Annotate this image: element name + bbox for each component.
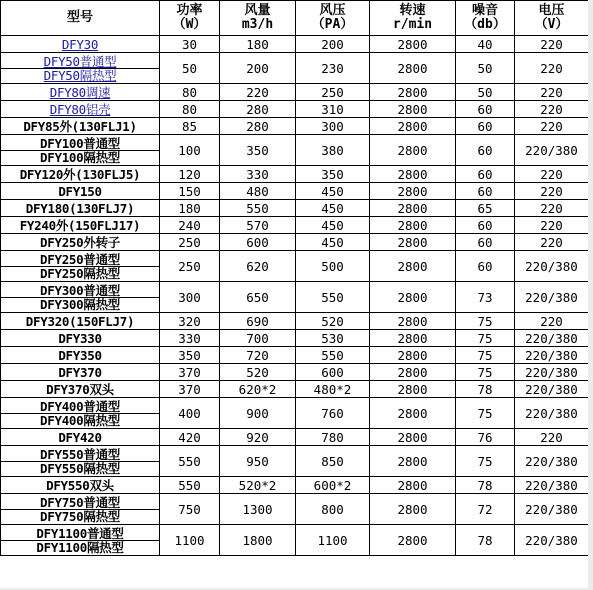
model-name: DFY320(150FLJ7) [25,313,135,329]
header-power: 功率 （W） [160,1,220,36]
table-row [1,101,589,118]
cell-speed: 2800 [370,282,456,313]
cell-voltage: 220 [515,101,589,118]
cell-model [1,217,160,234]
cell-noise: 78 [456,525,515,556]
table-row [1,251,589,282]
table-row [1,525,589,556]
table-row [1,183,589,200]
cell-power: 320 [160,313,220,330]
cell-model [1,53,160,84]
cell-pressure: 550 [296,347,370,364]
table-row [1,217,589,234]
cell-airflow: 650 [220,282,296,313]
model-name-variant: DFY750隔热型 [1,509,159,523]
cell-model [1,36,160,53]
model-name: DFY420 [58,429,102,445]
cell-noise: 73 [456,282,515,313]
cell-power: 80 [160,84,220,101]
cell-noise: 60 [456,118,515,135]
cell-power: 50 [160,53,220,84]
table-row [1,398,589,429]
model-name-variant: DFY550隔热型 [1,461,159,475]
cell-voltage: 220/380 [515,330,589,347]
model-name-variant: DFY1100隔热型 [1,540,159,554]
cell-airflow: 900 [220,398,296,429]
model-name: DFY350 [58,347,102,363]
model-name: DFY550普通型 [40,446,120,462]
cell-pressure: 380 [296,135,370,166]
cell-model [1,101,160,118]
cell-pressure: 310 [296,101,370,118]
cell-model [1,313,160,330]
cell-speed: 2800 [370,135,456,166]
cell-noise: 60 [456,251,515,282]
cell-speed: 2800 [370,200,456,217]
cell-pressure: 480*2 [296,381,370,398]
cell-airflow: 180 [220,36,296,53]
table-row [1,330,589,347]
cell-speed: 2800 [370,429,456,446]
cell-airflow: 620 [220,251,296,282]
model-name-variant: DFY300隔热型 [1,297,159,311]
cell-speed: 2800 [370,183,456,200]
cell-airflow: 280 [220,101,296,118]
table-row [1,36,589,53]
cell-noise: 75 [456,347,515,364]
cell-voltage: 220 [515,36,589,53]
cell-speed: 2800 [370,118,456,135]
cell-voltage: 220/380 [515,477,589,494]
model-name: DFY85外(130FLJ1) [23,118,137,134]
cell-voltage: 220/380 [515,282,589,313]
cell-voltage: 220 [515,166,589,183]
cell-noise: 60 [456,135,515,166]
cell-noise: 50 [456,84,515,101]
cell-voltage: 220 [515,118,589,135]
cell-model [1,398,160,429]
cell-speed: 2800 [370,494,456,525]
cell-pressure: 230 [296,53,370,84]
cell-voltage: 220/380 [515,525,589,556]
cell-voltage: 220 [515,53,589,84]
cell-pressure: 450 [296,200,370,217]
model-name: DFY550双头 [46,477,114,493]
cell-airflow: 550 [220,200,296,217]
cell-airflow: 350 [220,135,296,166]
window-edge [588,0,593,590]
table-row [1,200,589,217]
cell-airflow: 520*2 [220,477,296,494]
cell-voltage: 220 [515,183,589,200]
cell-power: 240 [160,217,220,234]
cell-power: 370 [160,364,220,381]
cell-pressure: 250 [296,84,370,101]
model-name: DFY100普通型 [40,135,120,151]
model-name: DFY250普通型 [40,251,120,267]
cell-speed: 2800 [370,313,456,330]
model-name: DFY80调速 [49,84,111,100]
header-row [1,1,589,36]
table-row [1,477,589,494]
cell-voltage: 220 [515,217,589,234]
cell-power: 180 [160,200,220,217]
cell-power: 250 [160,251,220,282]
cell-pressure: 450 [296,183,370,200]
cell-noise: 60 [456,217,515,234]
table-row [1,494,589,525]
model-name: DFY30 [61,36,99,52]
model-name: DFY400普通型 [40,398,120,414]
cell-pressure: 450 [296,234,370,251]
cell-power: 300 [160,282,220,313]
cell-speed: 2800 [370,525,456,556]
table-row [1,135,589,166]
model-name-variant: DFY250隔热型 [1,266,159,280]
cell-speed: 2800 [370,446,456,477]
cell-power: 400 [160,398,220,429]
model-name: DFY50普通型 [43,53,117,69]
cell-airflow: 200 [220,53,296,84]
cell-power: 100 [160,135,220,166]
cell-voltage: 220/380 [515,364,589,381]
header-speed: 转速 r/min [370,1,456,36]
model-name: DFY80铝壳 [49,101,111,117]
cell-power: 550 [160,446,220,477]
cell-voltage: 220 [515,200,589,217]
cell-noise: 60 [456,183,515,200]
cell-model [1,347,160,364]
cell-voltage: 220/380 [515,251,589,282]
cell-model [1,118,160,135]
cell-noise: 60 [456,234,515,251]
cell-speed: 2800 [370,101,456,118]
cell-model [1,166,160,183]
cell-voltage: 220/380 [515,446,589,477]
cell-model [1,183,160,200]
model-name: DFY370 [58,364,102,380]
cell-pressure: 300 [296,118,370,135]
cell-pressure: 600*2 [296,477,370,494]
cell-airflow: 1300 [220,494,296,525]
table-body [1,36,589,556]
cell-pressure: 200 [296,36,370,53]
cell-speed: 2800 [370,36,456,53]
cell-noise: 76 [456,429,515,446]
cell-airflow: 570 [220,217,296,234]
cell-noise: 72 [456,494,515,525]
cell-speed: 2800 [370,381,456,398]
cell-pressure: 500 [296,251,370,282]
table-row [1,446,589,477]
cell-power: 85 [160,118,220,135]
model-name: DFY120外(130FLJ5) [19,166,141,182]
cell-pressure: 450 [296,217,370,234]
cell-model [1,282,160,313]
table-row [1,84,589,101]
model-name-variant: DFY100隔热型 [1,150,159,164]
model-name: DFY1100普通型 [36,525,124,541]
cell-power: 750 [160,494,220,525]
model-name-variant: DFY400隔热型 [1,413,159,427]
cell-noise: 78 [456,477,515,494]
cell-model [1,135,160,166]
cell-airflow: 720 [220,347,296,364]
cell-voltage: 220 [515,84,589,101]
cell-power: 150 [160,183,220,200]
header-noise: 噪音 （db） [456,1,515,36]
cell-power: 550 [160,477,220,494]
cell-power: 370 [160,381,220,398]
cell-voltage: 220/380 [515,494,589,525]
cell-pressure: 600 [296,364,370,381]
table-row [1,118,589,135]
table-row [1,364,589,381]
cell-voltage: 220/380 [515,347,589,364]
cell-power: 30 [160,36,220,53]
cell-noise: 65 [456,200,515,217]
cell-power: 420 [160,429,220,446]
model-name: DFY300普通型 [40,282,120,298]
cell-model [1,477,160,494]
model-name: FY240外(150FLJ17) [19,217,141,233]
table-row [1,234,589,251]
table-row [1,429,589,446]
model-name: DFY750普通型 [40,494,120,510]
cell-model [1,494,160,525]
cell-noise: 40 [456,36,515,53]
cell-pressure: 850 [296,446,370,477]
table-row [1,166,589,183]
cell-noise: 75 [456,446,515,477]
cell-power: 1100 [160,525,220,556]
cell-airflow: 950 [220,446,296,477]
cell-airflow: 1800 [220,525,296,556]
cell-voltage: 220 [515,313,589,330]
cell-speed: 2800 [370,251,456,282]
cell-voltage: 220/380 [515,381,589,398]
cell-speed: 2800 [370,53,456,84]
cell-noise: 60 [456,166,515,183]
cell-power: 330 [160,330,220,347]
cell-speed: 2800 [370,217,456,234]
cell-airflow: 520 [220,364,296,381]
cell-airflow: 480 [220,183,296,200]
cell-pressure: 1100 [296,525,370,556]
table-row [1,313,589,330]
cell-pressure: 350 [296,166,370,183]
model-name-variant: DFY50隔热型 [1,68,159,82]
cell-speed: 2800 [370,330,456,347]
header-voltage: 电压 （V） [515,1,589,36]
cell-pressure: 780 [296,429,370,446]
cell-speed: 2800 [370,398,456,429]
table-row [1,282,589,313]
cell-speed: 2800 [370,347,456,364]
cell-speed: 2800 [370,364,456,381]
cell-speed: 2800 [370,234,456,251]
cell-speed: 2800 [370,166,456,183]
model-name: DFY180(130FLJ7) [25,200,135,216]
cell-power: 120 [160,166,220,183]
cell-airflow: 620*2 [220,381,296,398]
model-name: DFY150 [58,183,102,199]
cell-noise: 75 [456,364,515,381]
cell-pressure: 800 [296,494,370,525]
cell-model [1,381,160,398]
cell-model [1,525,160,556]
cell-noise: 75 [456,330,515,347]
cell-pressure: 530 [296,330,370,347]
cell-pressure: 760 [296,398,370,429]
cell-airflow: 690 [220,313,296,330]
cell-pressure: 520 [296,313,370,330]
cell-model [1,234,160,251]
cell-voltage: 220/380 [515,135,589,166]
model-name: DFY370双头 [46,381,114,397]
model-name: DFY330 [58,330,102,346]
cell-power: 350 [160,347,220,364]
cell-airflow: 330 [220,166,296,183]
cell-model [1,84,160,101]
cell-model [1,330,160,347]
model-name: DFY250外转子 [40,234,120,250]
cell-noise: 50 [456,53,515,84]
cell-airflow: 920 [220,429,296,446]
cell-speed: 2800 [370,477,456,494]
table-row [1,347,589,364]
cell-power: 250 [160,234,220,251]
cell-noise: 60 [456,101,515,118]
cell-pressure: 550 [296,282,370,313]
cell-voltage: 220 [515,234,589,251]
cell-voltage: 220 [515,429,589,446]
cell-noise: 78 [456,381,515,398]
table-row [1,381,589,398]
cell-model [1,251,160,282]
cell-airflow: 600 [220,234,296,251]
header-airflow: 风量 m3/h [220,1,296,36]
cell-noise: 75 [456,398,515,429]
cell-model [1,364,160,381]
header-pressure: 风压 （PA） [296,1,370,36]
cell-model [1,429,160,446]
cell-model [1,446,160,477]
cell-airflow: 220 [220,84,296,101]
cell-airflow: 700 [220,330,296,347]
cell-airflow: 280 [220,118,296,135]
table-row [1,53,589,84]
cell-speed: 2800 [370,84,456,101]
cell-voltage: 220/380 [515,398,589,429]
cell-power: 80 [160,101,220,118]
cell-model [1,200,160,217]
header-model: 型号 [1,1,160,36]
cell-noise: 75 [456,313,515,330]
